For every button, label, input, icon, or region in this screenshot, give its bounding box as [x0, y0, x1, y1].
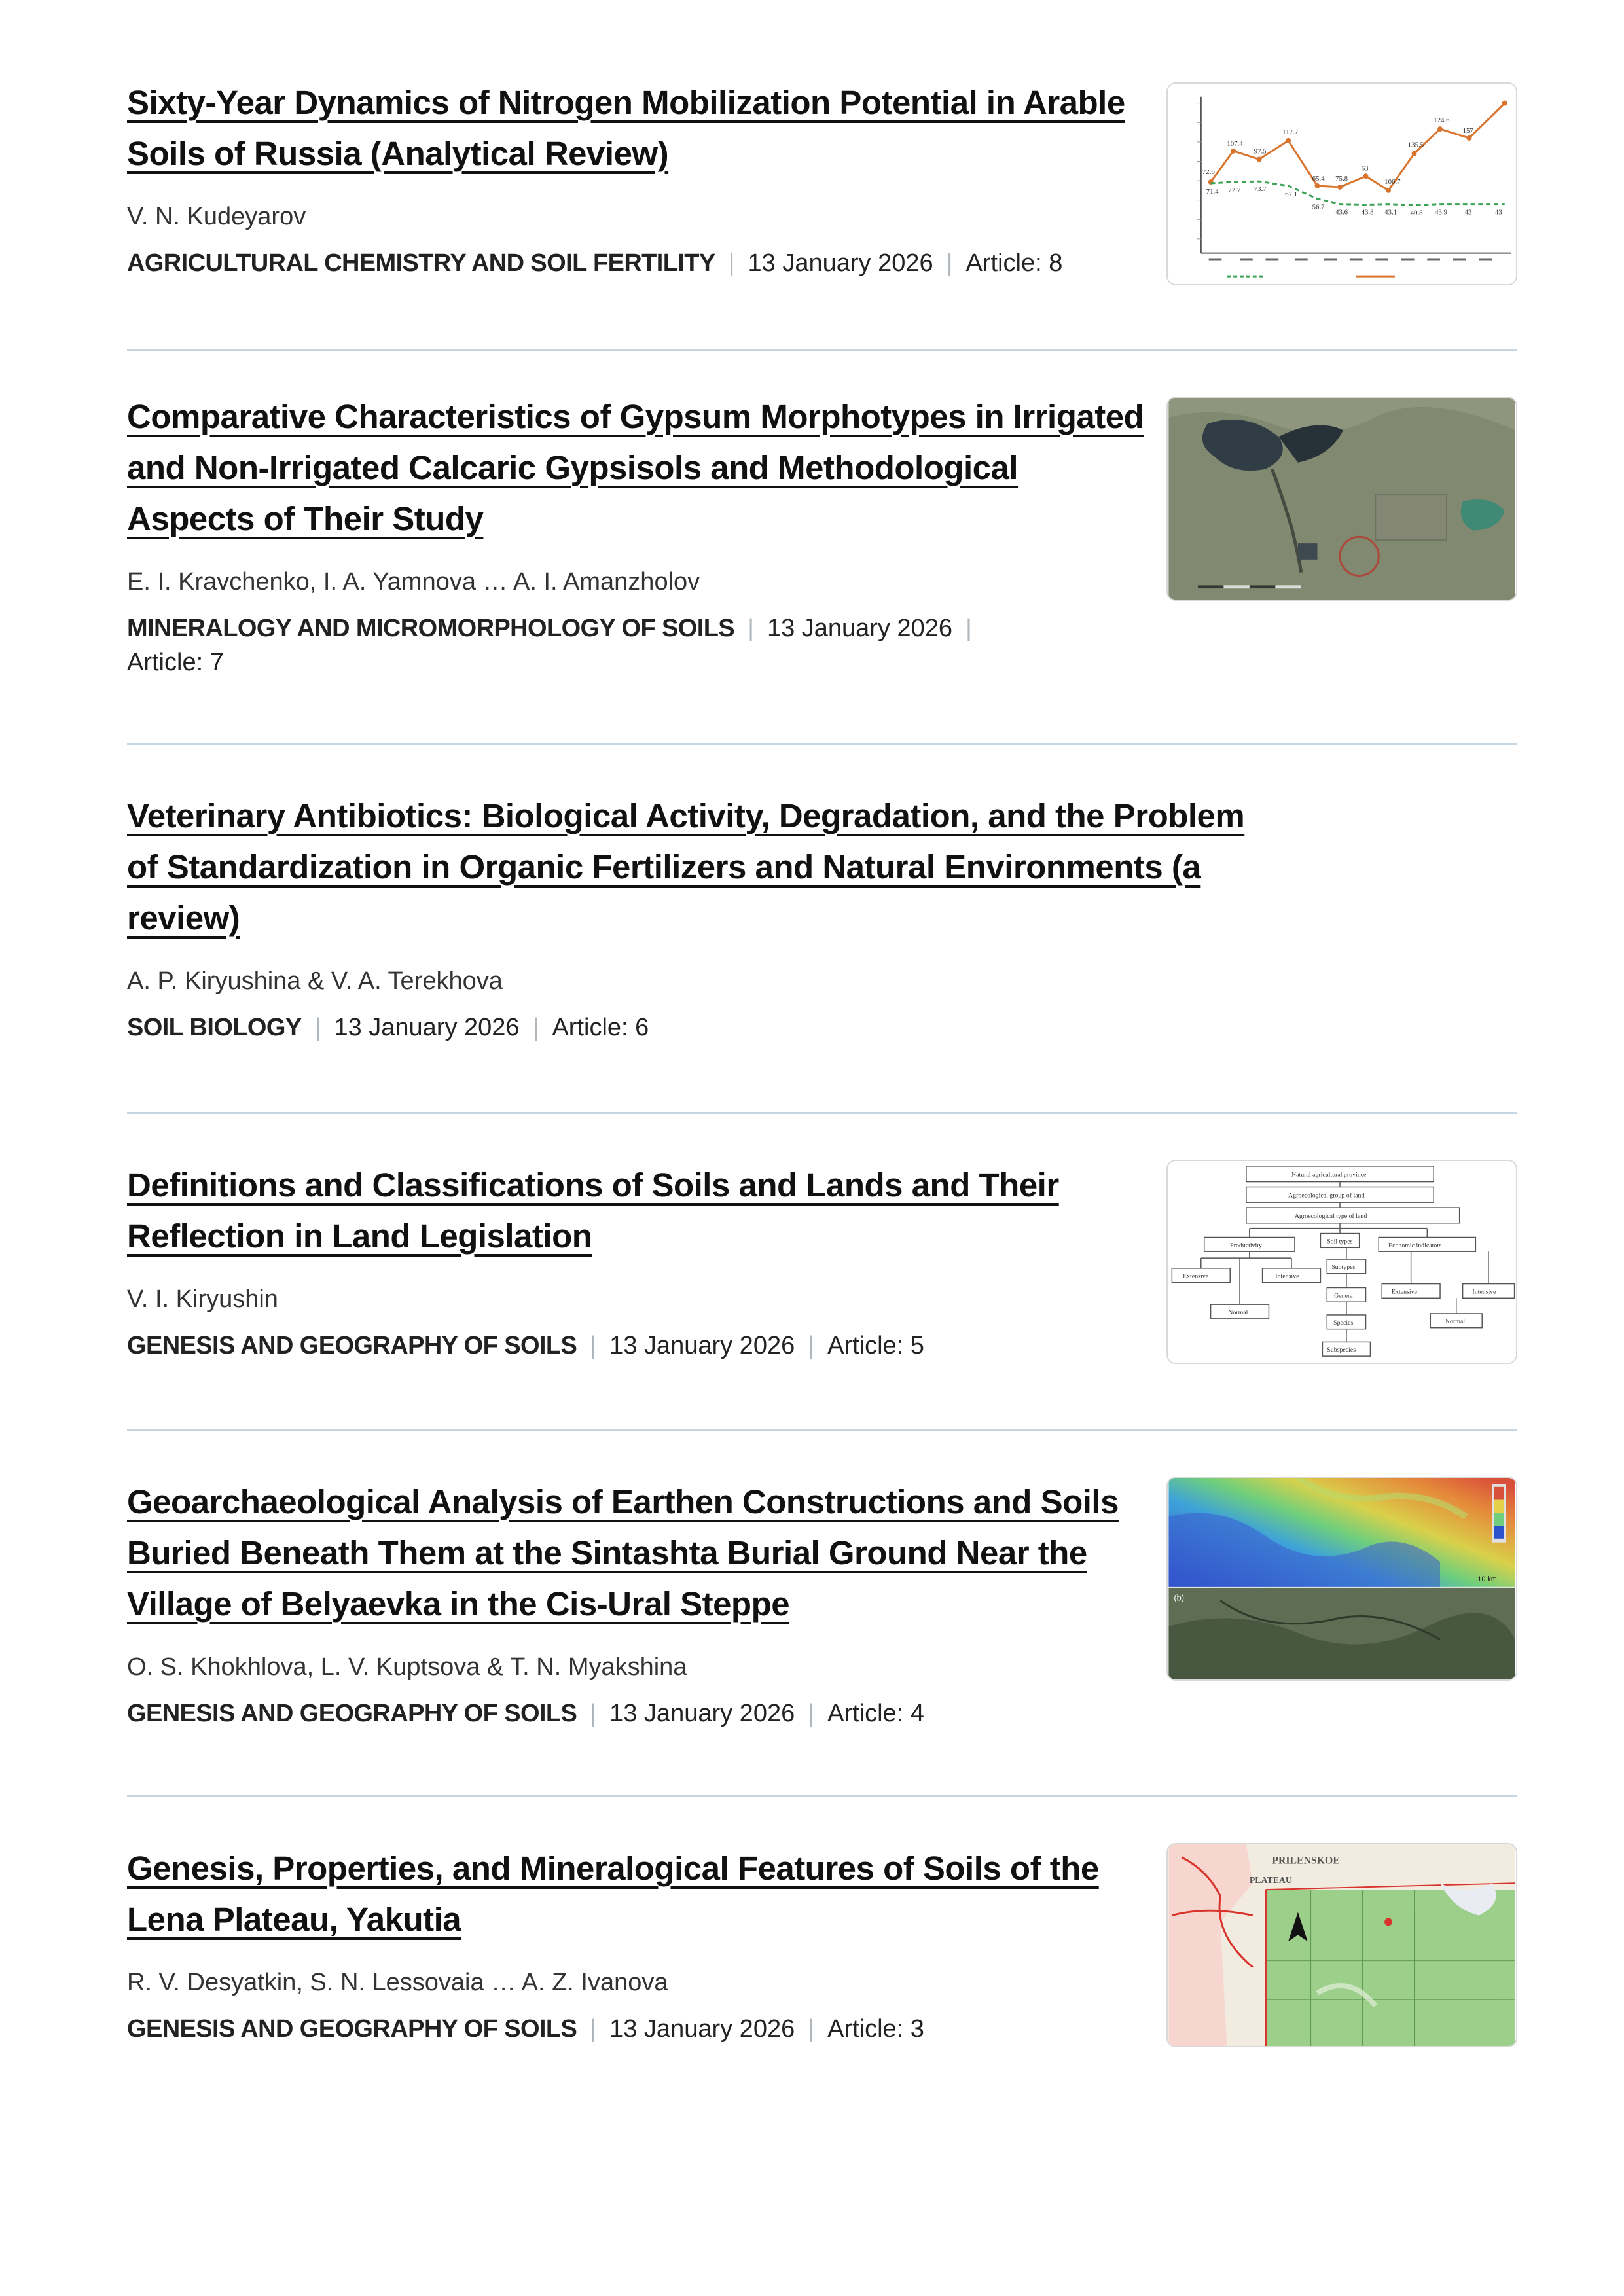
svg-text:72.7: 72.7: [1228, 186, 1241, 194]
article-date: 13 January 2026: [609, 2015, 795, 2043]
article-text: [127, 391, 1148, 679]
article-title-link[interactable]: [127, 391, 1148, 545]
svg-text:43.9: 43.9: [1435, 208, 1448, 217]
svg-text:97.5: 97.5: [1254, 147, 1267, 156]
meta-separator: |: [532, 1014, 539, 1041]
meta-separator: |: [808, 2015, 815, 2043]
meta-separator: |: [808, 1332, 815, 1359]
meta-separator: |: [590, 1700, 597, 1727]
svg-text:71.4: 71.4: [1206, 187, 1219, 196]
article-number: Article: 3: [827, 2015, 924, 2043]
svg-text:65.4: 65.4: [1312, 175, 1325, 183]
article-authors: O. S. Khokhlova, L. V. Kuptsova & T. N. Myakshina: [127, 1653, 687, 1681]
article-meta: [127, 1011, 1279, 1045]
article-subject-link[interactable]: GENESIS AND GEOGRAPHY OF SOILS: [127, 1700, 577, 1727]
article-subject-link[interactable]: AGRICULTURAL CHEMISTRY AND SOIL FERTILITY: [127, 249, 715, 277]
meta-separator: |: [590, 2015, 597, 2043]
article-subject-link[interactable]: MINERALOGY AND MICROMORPHOLOGY OF SOILS: [127, 615, 735, 642]
article-title[interactable]: Comparative Characteristics of Gypsum Morphotypes in Irrigated and Non-Irrigated Calcaric Gypsisols and Methodological Aspects of Their Study: [127, 398, 1144, 537]
svg-text:Extensive: Extensive: [1183, 1272, 1209, 1280]
article-number: Article: 6: [552, 1014, 649, 1041]
meta-separator: |: [590, 1332, 597, 1359]
svg-text:Economic indicators: Economic indicators: [1388, 1242, 1442, 1249]
svg-text:106.7: 106.7: [1384, 178, 1401, 186]
article-text: [127, 77, 1148, 280]
meta-separator: |: [314, 1014, 321, 1041]
article-title-link[interactable]: [127, 1160, 1148, 1262]
article-title-link[interactable]: [127, 77, 1148, 179]
svg-text:157: 157: [1462, 127, 1473, 135]
svg-text:Extensive: Extensive: [1392, 1288, 1417, 1296]
article-title[interactable]: Veterinary Antibiotics: Biological Activity, Degradation, and the Problem of Standardization in Organic Fertilizers and Natural Environments (a review): [127, 797, 1245, 937]
svg-text:Intensive: Intensive: [1275, 1272, 1299, 1280]
article-authors: V. N. Kudeyarov: [127, 203, 306, 230]
article-authors: V. I. Kiryushin: [127, 1285, 278, 1313]
article-text: [127, 791, 1279, 1045]
svg-text:Intensive: Intensive: [1472, 1288, 1496, 1296]
svg-text:Normal: Normal: [1228, 1308, 1248, 1316]
svg-text:Normal: Normal: [1445, 1318, 1466, 1325]
article-subject-link[interactable]: GENESIS AND GEOGRAPHY OF SOILS: [127, 2015, 577, 2043]
article-number: Article: 7: [127, 649, 224, 676]
svg-text:Agroecological group of land: Agroecological group of land: [1288, 1192, 1365, 1200]
meta-separator: |: [808, 1700, 815, 1727]
article-number: Article: 5: [827, 1332, 924, 1359]
article-item: [127, 1797, 1517, 2072]
svg-text:Subspecies: Subspecies: [1327, 1346, 1356, 1354]
meta-separator: |: [946, 249, 953, 277]
flowchart-thumbnail-graphic: [1168, 1161, 1516, 1363]
article-title[interactable]: Definitions and Classifications of Soils and Lands and Their Reflection in Land Legislation: [127, 1166, 1059, 1255]
svg-text:Genera: Genera: [1334, 1292, 1353, 1300]
elevation-map-thumbnail[interactable]: [1166, 1477, 1517, 1681]
article-title-link[interactable]: [127, 1843, 1148, 1945]
satellite-image-thumbnail-graphic: [1168, 398, 1516, 600]
article-authors: R. V. Desyatkin, S. N. Lessovaia … A. Z. Ivanova: [127, 1969, 668, 1996]
satellite-image-thumbnail[interactable]: [1166, 397, 1517, 601]
article-item: [127, 745, 1517, 1114]
article-date: 13 January 2026: [609, 1332, 795, 1359]
article-authors: A. P. Kiryushina & V. A. Terekhova: [127, 967, 503, 995]
svg-text:10 km: 10 km: [1477, 1575, 1497, 1583]
article-date: 13 January 2026: [767, 615, 953, 642]
svg-text:43.1: 43.1: [1384, 208, 1398, 217]
svg-text:75.8: 75.8: [1335, 175, 1348, 183]
article-subject-link[interactable]: SOIL BIOLOGY: [127, 1014, 302, 1041]
svg-text:PLATEAU: PLATEAU: [1249, 1875, 1292, 1886]
svg-text:Natural agricultural province: Natural agricultural province: [1291, 1171, 1367, 1179]
svg-text:Soil types: Soil types: [1327, 1238, 1353, 1246]
article-title[interactable]: Genesis, Properties, and Mineralogical Features of Soils of the Lena Plateau, Yakutia: [127, 1850, 1099, 1938]
svg-text:Agroecological type of land: Agroecological type of land: [1294, 1212, 1367, 1220]
article-meta: [127, 1696, 1148, 1731]
article-text: [127, 1160, 1148, 1363]
svg-text:(b): (b): [1174, 1592, 1185, 1603]
article-number: Article: 8: [965, 249, 1063, 277]
article-meta: [127, 246, 1148, 280]
svg-text:73.7: 73.7: [1254, 185, 1267, 193]
svg-text:43.6: 43.6: [1335, 208, 1348, 217]
svg-text:Species: Species: [1333, 1319, 1354, 1327]
flowchart-thumbnail[interactable]: [1166, 1160, 1517, 1364]
meta-separator: |: [728, 249, 735, 277]
article-date: 13 January 2026: [334, 1014, 520, 1041]
line-chart-thumbnail[interactable]: [1166, 82, 1517, 285]
topographic-map-thumbnail-graphic: [1168, 1844, 1516, 2046]
article-meta: [127, 2012, 1148, 2046]
article-date: 13 January 2026: [609, 1700, 795, 1727]
meta-separator: |: [965, 615, 972, 642]
article-item: [127, 1114, 1517, 1431]
svg-text:107.4: 107.4: [1227, 139, 1243, 148]
line-chart-thumbnail-graphic: [1168, 84, 1516, 284]
svg-text:Productivity: Productivity: [1230, 1242, 1262, 1249]
article-meta: [127, 611, 1148, 679]
article-title-link[interactable]: [127, 1477, 1148, 1630]
article-number: Article: 4: [827, 1700, 924, 1727]
svg-text:Subtypes: Subtypes: [1331, 1263, 1356, 1271]
article-item: [127, 77, 1517, 351]
svg-text:43: 43: [1494, 208, 1502, 217]
svg-text:72.6: 72.6: [1202, 168, 1215, 177]
topographic-map-thumbnail[interactable]: [1166, 1843, 1517, 2047]
article-item: [127, 1431, 1517, 1797]
article-text: [127, 1477, 1148, 1731]
svg-text:56.7: 56.7: [1312, 203, 1325, 211]
svg-text:PRILENSKOE: PRILENSKOE: [1272, 1855, 1340, 1867]
svg-text:43.8: 43.8: [1361, 208, 1374, 217]
meta-separator: |: [748, 615, 754, 642]
svg-text:63: 63: [1361, 164, 1369, 173]
svg-text:135.5: 135.5: [1407, 141, 1424, 149]
svg-text:124.6: 124.6: [1434, 117, 1450, 125]
svg-text:67.1: 67.1: [1285, 190, 1298, 198]
elevation-map-thumbnail-graphic: [1168, 1478, 1516, 1679]
article-subject-link[interactable]: GENESIS AND GEOGRAPHY OF SOILS: [127, 1332, 577, 1359]
article-title[interactable]: Geoarchaeological Analysis of Earthen Constructions and Soils Buried Beneath Them at the Sintashta Burial Ground Near the Village of Belyaevka in the Cis-Ural Steppe: [127, 1483, 1119, 1623]
svg-text:40.8: 40.8: [1410, 209, 1423, 217]
article-title-link[interactable]: [127, 791, 1279, 944]
svg-text:43: 43: [1464, 208, 1472, 217]
svg-text:117.7: 117.7: [1282, 128, 1299, 136]
article-meta: [127, 1329, 1148, 1363]
article-list: [127, 77, 1517, 2072]
article-item: [127, 351, 1517, 745]
article-text: [127, 1843, 1148, 2046]
article-authors: E. I. Kravchenko, I. A. Yamnova … A. I. Amanzholov: [127, 568, 700, 596]
article-title[interactable]: Sixty-Year Dynamics of Nitrogen Mobilization Potential in Arable Soils of Russia (Analytical Review): [127, 84, 1125, 172]
article-date: 13 January 2026: [748, 249, 933, 277]
